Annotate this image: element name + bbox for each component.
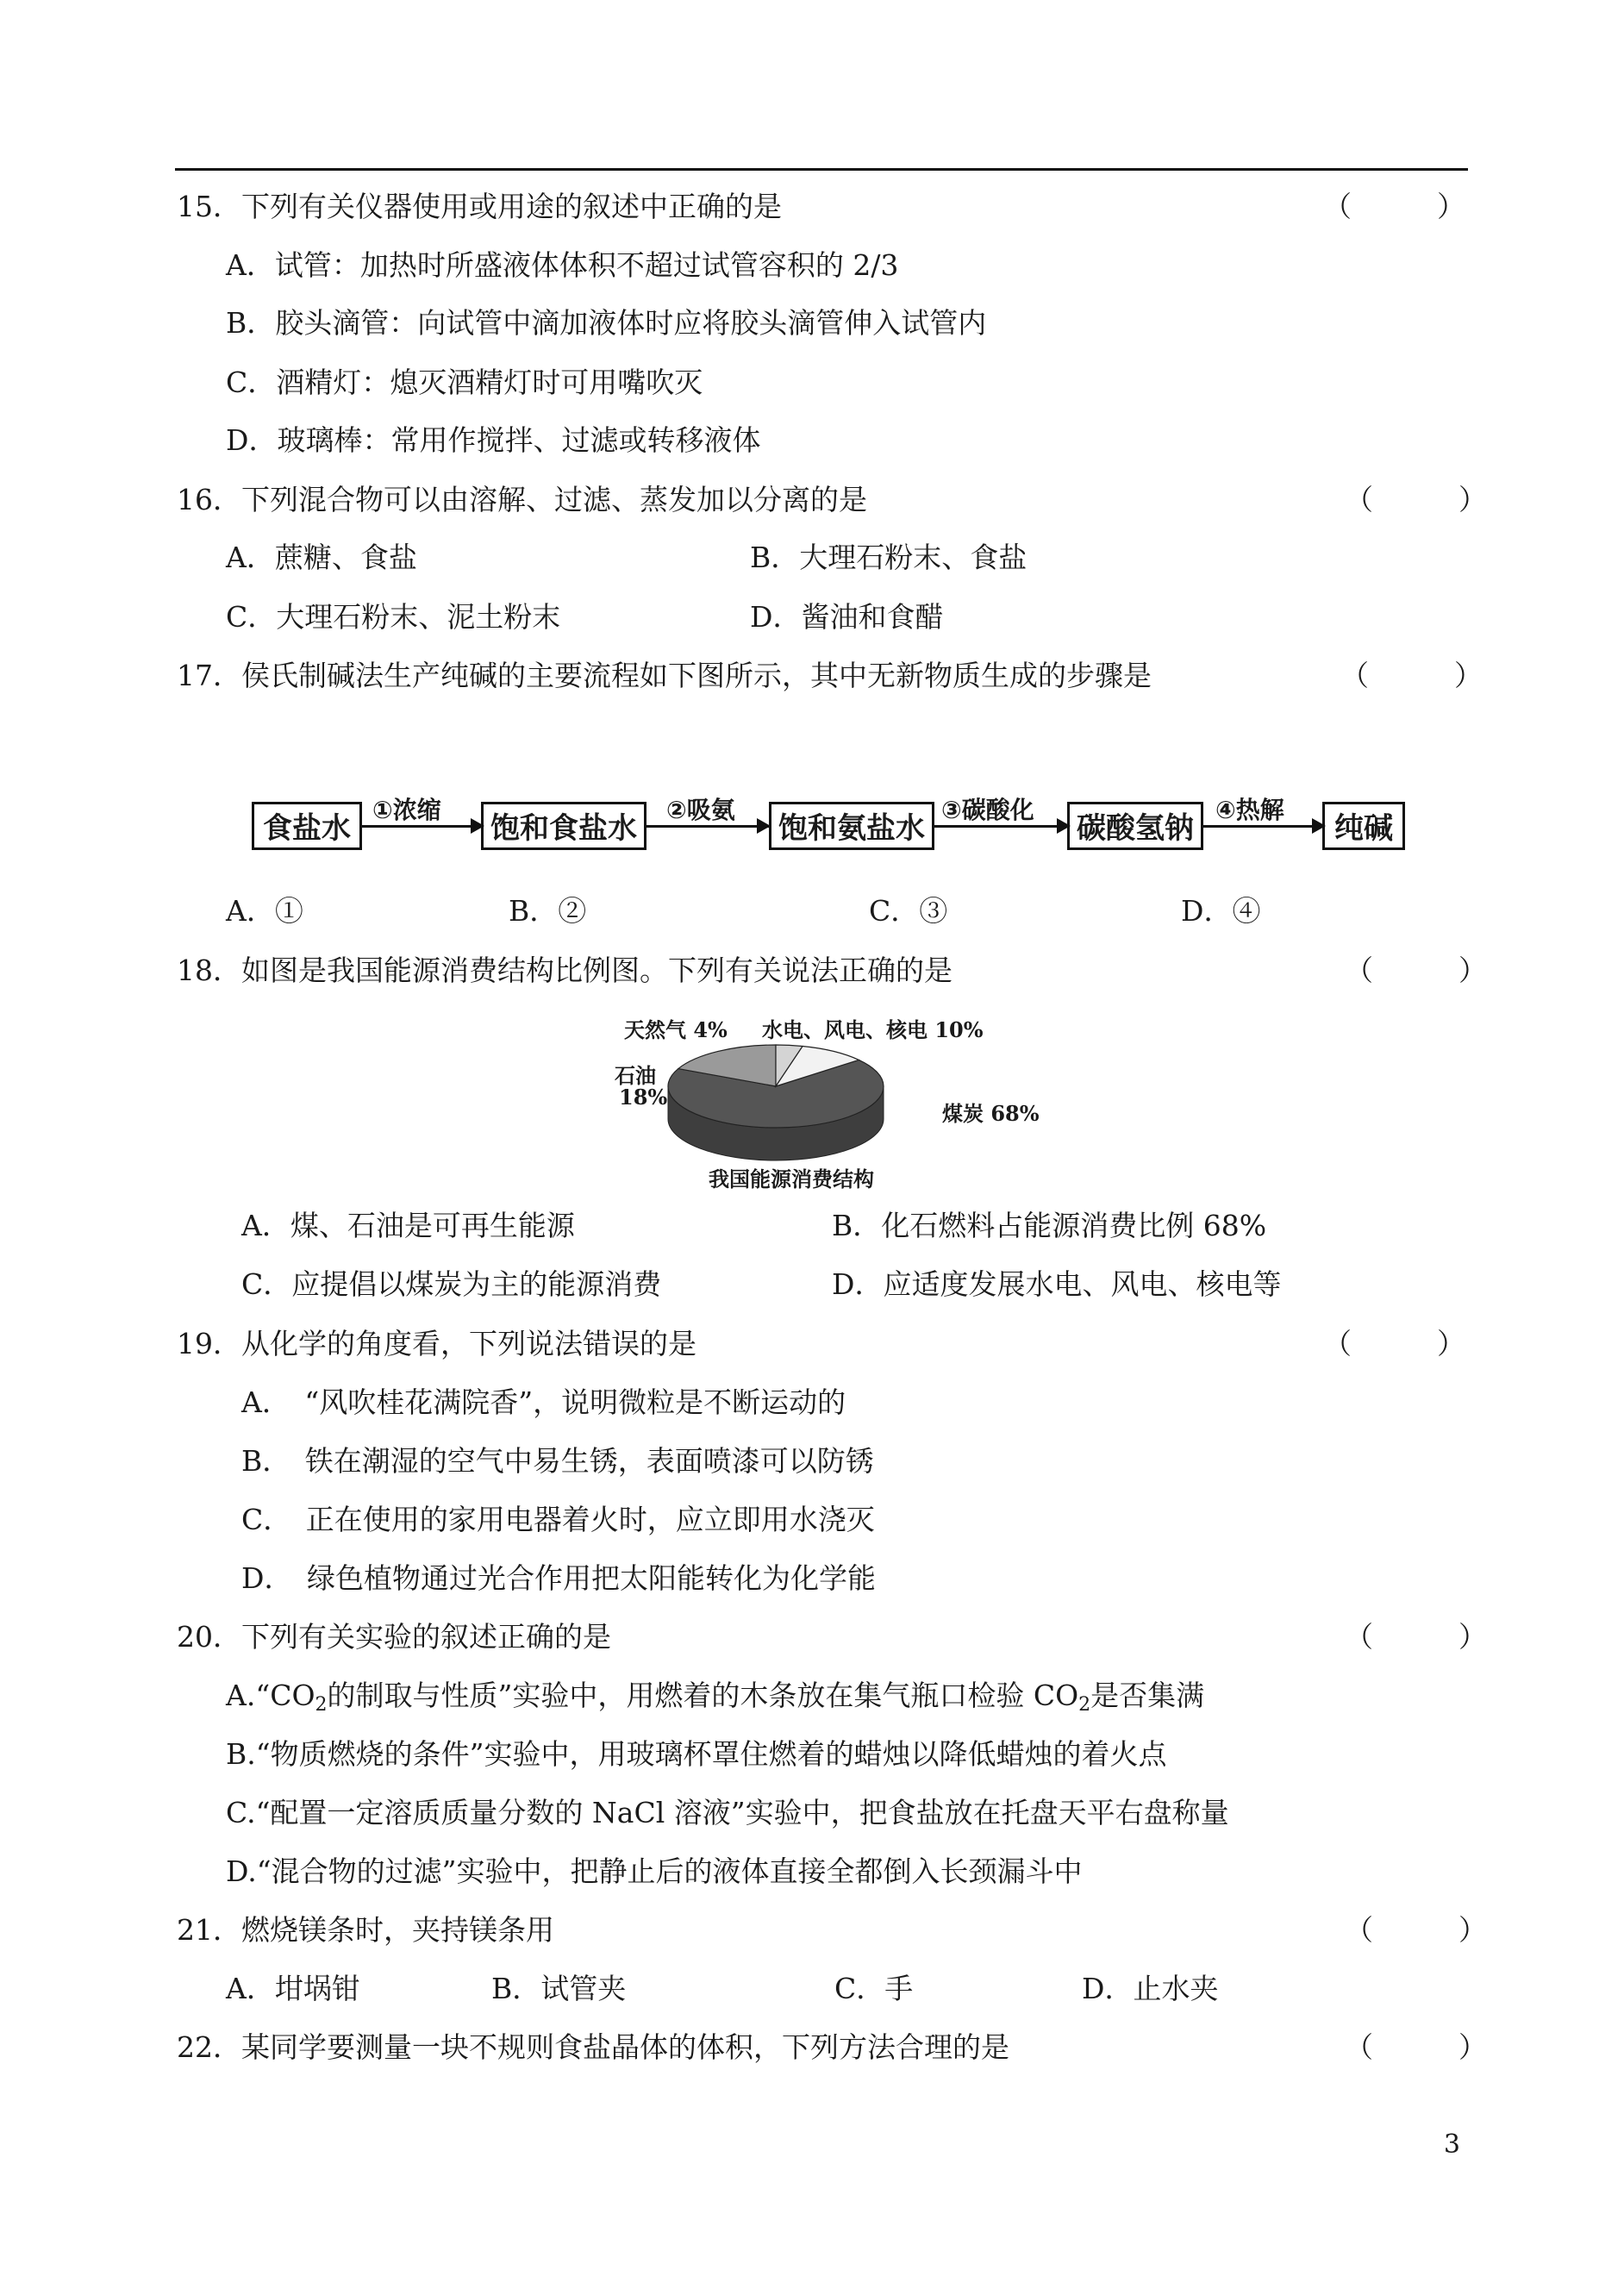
question-19-answer-blank[interactable]: （ ）	[1323, 1327, 1465, 1360]
q20-a-part1: A.“CO	[226, 1679, 315, 1712]
pie-label-oil-name: 石油	[615, 1063, 656, 1088]
question-21-answer-blank[interactable]: （ ）	[1345, 1913, 1487, 1947]
question-20-option-c: C.“配置一定溶质质量分数的 NaCl 溶液”实验中，把食盐放在托盘天平右盘称量	[226, 1796, 1229, 1829]
question-18-answer-blank[interactable]: （ ）	[1345, 954, 1487, 987]
question-16-option-c: C．大理石粉末、泥土粉末	[226, 600, 561, 634]
question-18-option-d: D．应适度发展水电、风电、核电等	[832, 1267, 1282, 1301]
question-21-option-a: A．坩埚钳	[226, 1972, 360, 2005]
question-15-answer-blank[interactable]: （ ）	[1323, 190, 1465, 223]
flow-box-1: 食盐水	[252, 802, 362, 850]
pie-title: 我国能源消费结构	[709, 1166, 874, 1191]
pie-label-clean: 水电、风电、核电 10%	[762, 1017, 984, 1042]
q20-a-sub2: 2	[1078, 1694, 1091, 1716]
question-19-option-b: B． 铁在潮湿的空气中易生锈，表面喷漆可以防锈	[241, 1444, 874, 1478]
flow-box-2: 饱和食盐水	[481, 802, 646, 850]
question-20-stem: 20．下列有关实验的叙述正确的是	[177, 1620, 611, 1654]
question-20-option-b: B.“物质燃烧的条件”实验中，用玻璃杯罩住燃着的蜡烛以降低蜡烛的着火点	[226, 1737, 1167, 1771]
question-18-option-b: B．化石燃料占能源消费比例 68%	[832, 1209, 1267, 1242]
question-21-option-b: B．试管夹	[491, 1972, 627, 2005]
question-15-option-c: C．酒精灯：熄灭酒精灯时可用嘴吹灭	[226, 366, 703, 399]
pie-label-oil-value: 18%	[619, 1085, 668, 1110]
flow-step-3: ③碳酸化	[941, 796, 1034, 824]
flow-step-1: ①浓缩	[372, 796, 441, 824]
header-rule	[175, 168, 1468, 171]
question-22-stem: 22．某同学要测量一块不规则食盐晶体的体积，下列方法合理的是	[177, 2030, 1009, 2064]
question-16-option-b: B．大理石粉末、食盐	[750, 541, 1027, 574]
question-20-answer-blank[interactable]: （ ）	[1345, 1620, 1487, 1654]
flow-box-4: 碳酸氢钠	[1067, 802, 1203, 850]
question-15-option-b: B．胶头滴管：向试管中滴加液体时应将胶头滴管伸入试管内	[226, 306, 987, 340]
question-19-option-a: A． “风吹桂花满院香”，说明微粒是不断运动的	[241, 1385, 846, 1419]
question-18-option-c: C．应提倡以煤炭为主的能源消费	[241, 1267, 662, 1301]
q20-a-part3: 是否集满	[1090, 1679, 1205, 1712]
question-15-stem: 15．下列有关仪器使用或用途的叙述中正确的是	[177, 190, 782, 223]
question-17-stem: 17．侯氏制碱法生产纯碱的主要流程如下图所示，其中无新物质生成的步骤是	[177, 659, 1152, 692]
question-17-option-a: A．①	[226, 894, 303, 928]
question-19-option-c: C． 正在使用的家用电器着火时，应立即用水浇灭	[241, 1503, 875, 1536]
question-21-stem: 21．燃烧镁条时，夹持镁条用	[177, 1913, 554, 1947]
pie-label-coal: 煤炭 68%	[942, 1101, 1040, 1126]
question-19-option-d: D． 绿色植物通过光合作用把太阳能转化为化学能	[241, 1561, 876, 1595]
question-17-option-b: B．②	[509, 894, 587, 928]
question-16-stem: 16．下列混合物可以由溶解、过滤、蒸发加以分离的是	[177, 483, 867, 516]
q20-a-part2: 的制取与性质”实验中，用燃着的木条放在集气瓶口检验 CO	[327, 1679, 1079, 1712]
question-17-option-c: C．③	[869, 894, 948, 928]
page-number: 3	[1443, 2129, 1460, 2160]
question-18-stem: 18．如图是我国能源消费结构比例图。下列有关说法正确的是	[177, 954, 953, 987]
question-21-option-d: D．止水夹	[1082, 1972, 1219, 2005]
question-21-option-c: C．手	[834, 1972, 914, 2005]
flow-step-2: ②吸氨	[666, 796, 735, 824]
flow-box-3: 饱和氨盐水	[769, 802, 934, 850]
q20-a-sub1: 2	[315, 1694, 328, 1716]
question-19-stem: 19．从化学的角度看，下列说法错误的是	[177, 1327, 696, 1360]
question-16-answer-blank[interactable]: （ ）	[1345, 483, 1487, 516]
question-22-answer-blank[interactable]: （ ）	[1345, 2030, 1487, 2064]
question-20-option-a	[226, 1679, 1204, 1723]
question-15-option-a: A．试管：加热时所盛液体体积不超过试管容积的 2/3	[226, 248, 899, 282]
question-16-option-a: A．蔗糖、食盐	[226, 541, 417, 574]
question-17-answer-blank[interactable]: （ ）	[1340, 659, 1483, 692]
question-15-option-d: D．玻璃棒：常用作搅拌、过滤或转移液体	[226, 423, 761, 457]
flow-box-5: 纯碱	[1322, 802, 1405, 850]
flow-step-4: ④热解	[1215, 796, 1284, 824]
question-20-option-d: D.“混合物的过滤”实验中，把静止后的液体直接全都倒入长颈漏斗中	[226, 1854, 1083, 1888]
pie-label-gas: 天然气 4%	[624, 1017, 728, 1042]
question-18-option-a: A．煤、石油是可再生能源	[241, 1209, 575, 1242]
question-16-option-d: D．酱油和食醋	[750, 600, 944, 634]
question-17-option-d: D．④	[1181, 894, 1261, 928]
